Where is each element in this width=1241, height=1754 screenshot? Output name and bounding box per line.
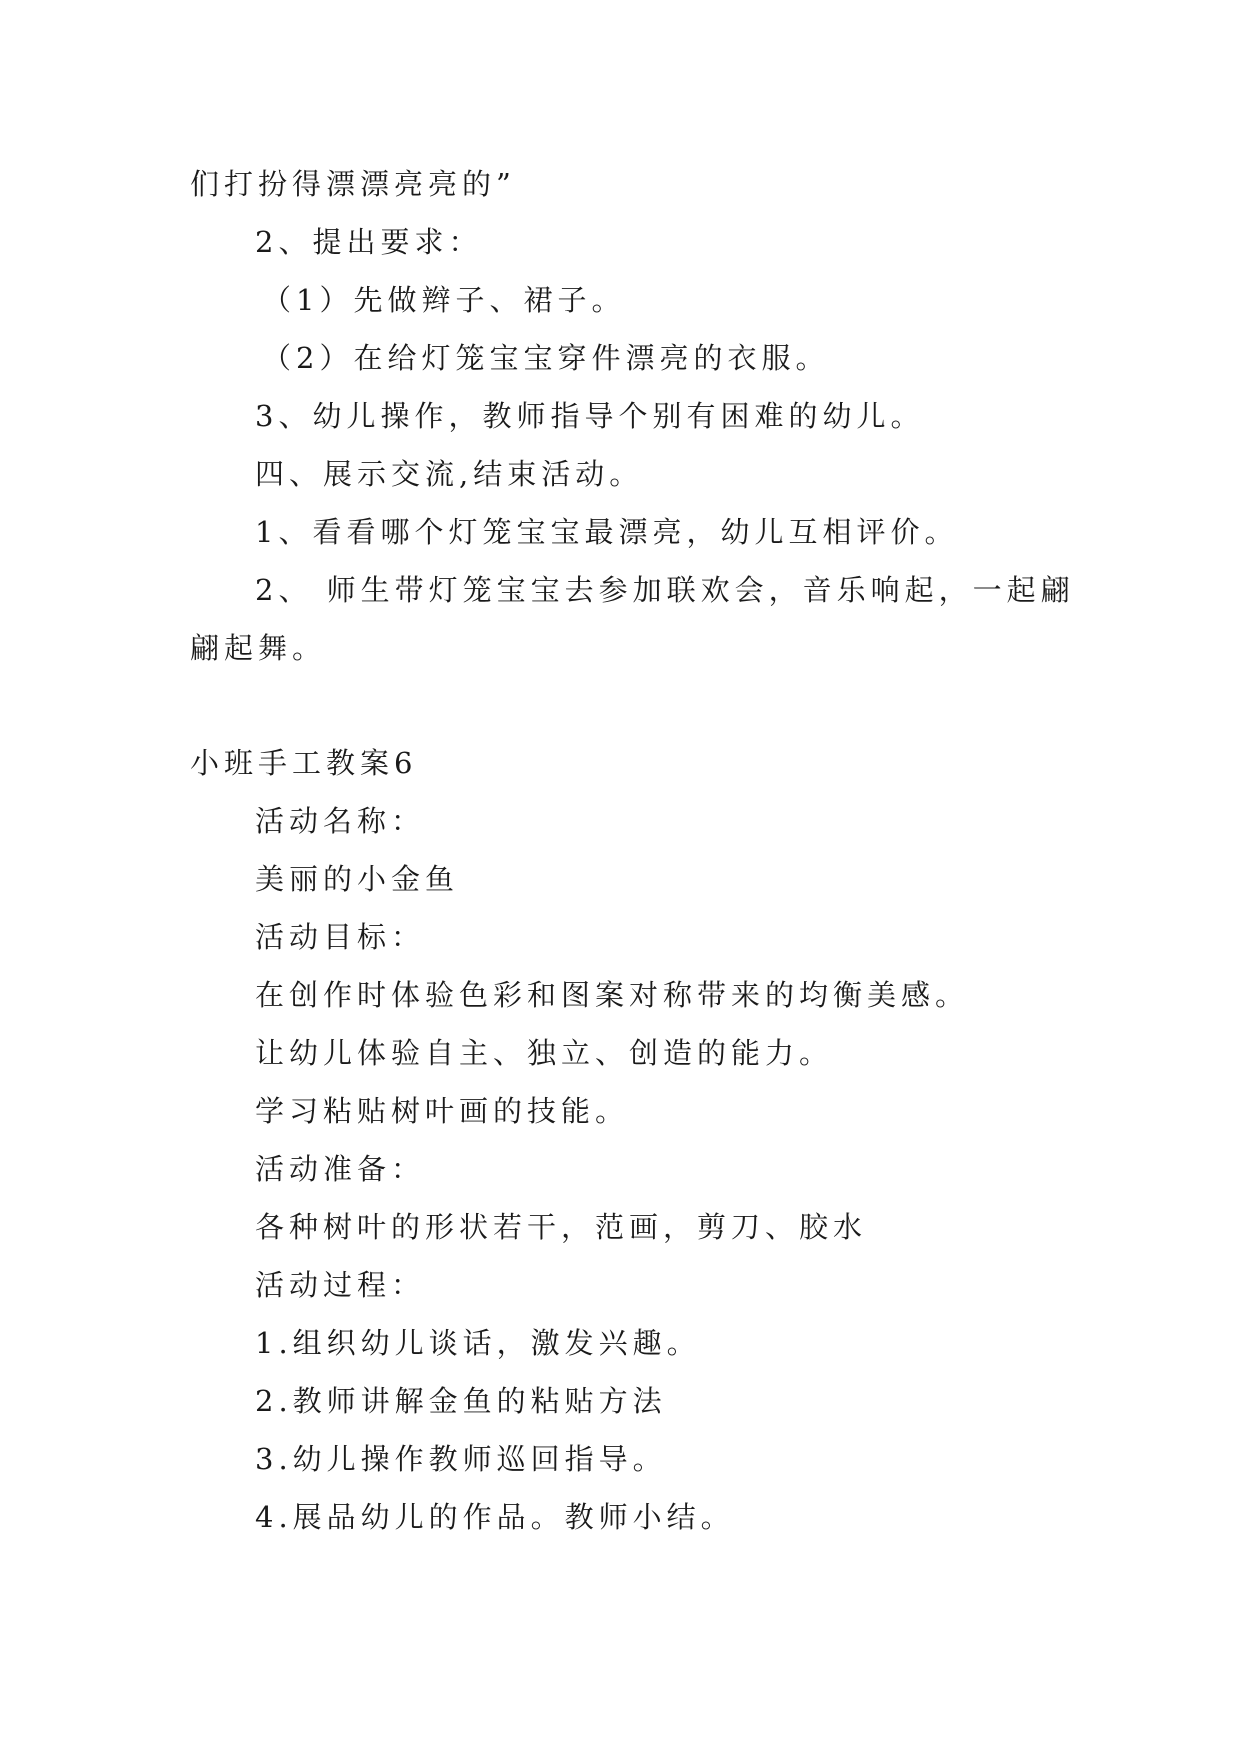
- section-heading: 四、展示交流,结束活动。: [255, 457, 644, 491]
- section-heading: 活动目标：: [255, 920, 426, 954]
- section-heading: 活动准备：: [255, 1152, 426, 1186]
- paragraph-line: 3.幼儿操作教师巡回指导。: [255, 1442, 667, 1476]
- paragraph-line: 1.组织幼儿谈话，激发兴趣。: [255, 1326, 701, 1360]
- paragraph-line: 学习粘贴树叶画的技能。: [255, 1094, 630, 1128]
- paragraph-line: （1）先做辫子、裙子。: [262, 283, 626, 317]
- section-heading: 活动过程：: [255, 1268, 426, 1302]
- paragraph-line: （2）在给灯笼宝宝穿件漂亮的衣服。: [262, 341, 830, 375]
- paragraph-line: 4.展品幼儿的作品。教师小结。: [255, 1500, 735, 1534]
- paragraph-line: 们打扮得漂漂亮亮的”: [190, 167, 516, 201]
- paragraph-line: 在创作时体验色彩和图案对称带来的均衡美感。: [255, 978, 970, 1012]
- document-title: 小班手工教案6: [190, 746, 418, 780]
- paragraph-line: 3、幼儿操作，教师指导个别有困难的幼儿。: [255, 399, 925, 433]
- paragraph-line: 2、 师生带灯笼宝宝去参加联欢会，音乐响起，一起翩: [255, 573, 1075, 607]
- paragraph-line: 翩起舞。: [190, 631, 327, 665]
- paragraph-line: 2.教师讲解金鱼的粘贴方法: [255, 1384, 667, 1418]
- section-heading: 活动名称：: [255, 804, 426, 838]
- paragraph-line: 美丽的小金鱼: [255, 862, 460, 896]
- paragraph-line: 各种树叶的形状若干，范画，剪刀、胶水: [255, 1210, 868, 1244]
- paragraph-line: 1、看看哪个灯笼宝宝最漂亮，幼儿互相评价。: [255, 515, 959, 549]
- paragraph-line: 2、提出要求：: [255, 225, 483, 259]
- paragraph-line: 让幼儿体验自主、独立、创造的能力。: [255, 1036, 834, 1070]
